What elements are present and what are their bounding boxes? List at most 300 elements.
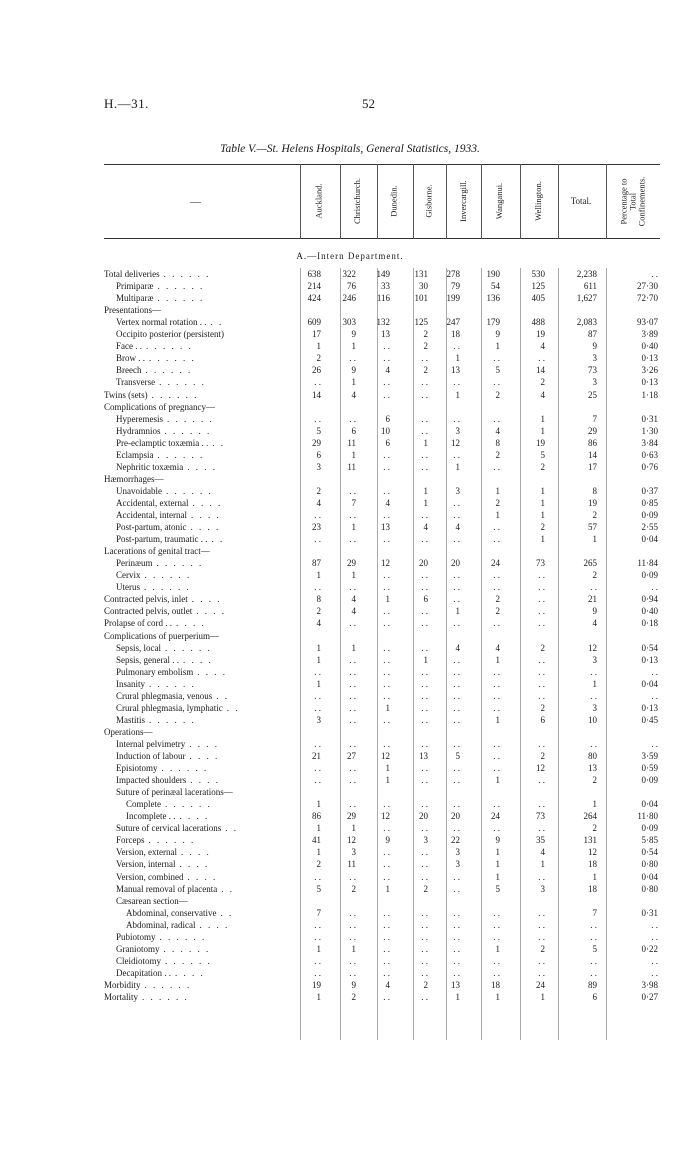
row-label-text: Complete (126, 799, 161, 810)
row-label-text: Suture of cervical lacerations (116, 823, 222, 834)
table-cell: 12 (588, 642, 597, 653)
table-cell: 8 (592, 485, 597, 496)
table-cell: 5 (495, 883, 500, 894)
table-cell: 1,627 (576, 293, 597, 304)
row-label-text: Hyperemesis (116, 413, 163, 424)
table-cell: 2 (495, 594, 500, 605)
row-label-text: Vertex normal rotation . . (116, 317, 207, 328)
row-label-text: Complications of pregnancy— (104, 401, 215, 412)
row-label (116, 317, 223, 328)
row-label-text: Manual removal of placenta (116, 883, 218, 894)
table-cell: 265 (583, 558, 597, 569)
table-cell: 1 (316, 570, 321, 581)
column-header-1 (340, 166, 375, 236)
table-cell: . . (421, 931, 428, 942)
table-cell: 1 (495, 992, 500, 1002)
row-label-text: Morbidity (104, 979, 141, 990)
table-cell: . . (349, 967, 356, 978)
table-cell: 2 (316, 606, 321, 617)
row-label-text: Post-partum, traumatic . . (116, 534, 208, 545)
table-cell: 87 (312, 558, 321, 569)
table-cell: 1 (351, 522, 356, 533)
table-cell: 54 (491, 281, 500, 292)
table-cell: 322 (342, 269, 356, 279)
table-cell: . . (383, 534, 390, 545)
table-cell: 1 (455, 389, 460, 400)
table-cell: 2 (592, 823, 597, 834)
row-leader-dots: . . . . (179, 859, 210, 870)
table-cell: 0·09 (641, 775, 658, 786)
row-label-text: Cervix (116, 570, 141, 581)
table-cell: . . (383, 823, 390, 834)
table-top-rule (104, 164, 660, 165)
table-cell: 24 (536, 979, 545, 990)
table-cell: 530 (531, 269, 545, 279)
row-label-text: Presentations— (104, 305, 161, 316)
table-cell: 1 (592, 534, 597, 545)
table-cell: 1 (316, 943, 321, 954)
row-leader-dots: . . . . . . (164, 425, 212, 436)
table-header-rule (104, 238, 660, 239)
table-cell: 0·13 (641, 353, 658, 364)
row-label (126, 908, 233, 919)
table-cell: 18 (588, 859, 597, 870)
row-label (104, 390, 198, 401)
row-leader-dots: . . . . . . (149, 678, 196, 689)
table-cell: . . (590, 931, 597, 942)
table-row (0, 377, 700, 388)
row-leader-dots: . . . . . . (167, 413, 214, 424)
table-cell: 18 (451, 329, 460, 340)
table-cell: . . (349, 690, 356, 701)
row-label (116, 715, 196, 726)
table-row (0, 293, 700, 304)
table-title (0, 143, 700, 155)
table-row (0, 510, 700, 521)
table-cell: 190 (486, 269, 500, 279)
table-cell: 247 (446, 317, 460, 328)
row-label (116, 968, 205, 979)
row-label-text: Version, combined (116, 871, 184, 882)
table-cell: . . (383, 847, 390, 858)
table-cell: 1 (540, 510, 545, 520)
table-cell: . . (590, 955, 597, 966)
table-cell: 1 (316, 847, 321, 858)
row-label (116, 414, 214, 425)
table-cell: . . (421, 377, 428, 388)
table-cell: 2,083 (576, 317, 597, 328)
table-cell: 0·13 (641, 654, 658, 665)
table-cell: . . (349, 775, 356, 786)
table-cell: 1 (540, 534, 545, 545)
table-cell: 3 (316, 461, 321, 472)
column-header-6 (520, 166, 556, 236)
stub-head: — (190, 196, 201, 208)
page-number: 52 (362, 96, 375, 111)
row-label (116, 884, 234, 895)
table-cell: 1 (592, 799, 597, 810)
table-cell: 0·22 (641, 943, 658, 954)
table-cell: . . (538, 353, 545, 364)
table-cell: . . (314, 510, 321, 520)
table-cell: 199 (446, 293, 460, 304)
table-cell: 0·76 (641, 461, 658, 472)
table-cell: 25 (588, 389, 597, 400)
table-cell: . . (383, 992, 390, 1002)
table-cell: . . (349, 654, 356, 665)
table-cell: 3 (455, 859, 460, 870)
table-cell: 19 (312, 979, 321, 990)
table-cell: 1 (540, 485, 545, 496)
table-cell: . . (383, 570, 390, 581)
table-cell: . . (453, 883, 460, 894)
table-cell: 21 (588, 594, 597, 605)
column-rule (520, 164, 521, 239)
table-cell: 87 (588, 329, 597, 340)
table-cell: 5 (316, 425, 321, 436)
table-cell: 0·40 (641, 606, 658, 617)
table-row (0, 631, 700, 642)
table-cell: . . (421, 992, 428, 1002)
column-header-label: Wellington. (533, 181, 543, 221)
table-cell: 264 (583, 811, 597, 822)
table-cell: 0·54 (641, 642, 658, 653)
table-cell: 1 (495, 485, 500, 496)
table-cell: . . (421, 823, 428, 834)
table-cell: 6 (540, 714, 545, 725)
row-label (116, 655, 213, 666)
row-leader-dots: . . . . (190, 510, 221, 520)
row-label (116, 859, 209, 870)
table-cell: . . (538, 931, 545, 942)
table-cell: 246 (342, 293, 356, 304)
row-label-text: Abdominal, conservative (126, 907, 217, 918)
table-cell: . . (538, 907, 545, 918)
row-label (104, 618, 206, 629)
table-cell: 11·80 (637, 811, 658, 822)
table-cell: . . (349, 799, 356, 810)
row-label-text: Pre-eclamptic toxæmia . . (116, 437, 209, 448)
table-cell: 13 (419, 751, 428, 761)
row-label (116, 751, 219, 762)
table-cell: 1 (316, 992, 321, 1002)
row-leader-dots: . . . . . . (157, 293, 205, 304)
table-cell: 6 (592, 992, 597, 1002)
row-leader-dots: . . . . (174, 967, 205, 978)
table-cell: . . (349, 413, 356, 424)
table-cell: . . (383, 654, 390, 665)
table-cell: 4 (495, 642, 500, 653)
row-leader-dots: . . . . (187, 871, 218, 882)
row-leader-dots: . . . . . . (157, 449, 205, 460)
row-label (116, 281, 204, 292)
column-header-label: Christchurch. (352, 177, 363, 225)
table-cell: 0·80 (641, 859, 658, 870)
table-cell: 3 (455, 425, 460, 436)
table-cell: 1 (316, 642, 321, 653)
table-cell: 3 (592, 353, 597, 364)
row-label (116, 823, 238, 834)
table-row (0, 655, 700, 666)
table-row (0, 751, 700, 762)
table-row (0, 872, 700, 883)
column-rule (481, 164, 482, 239)
table-cell: . . (493, 666, 500, 677)
row-leader-dots: . . . . (189, 751, 220, 761)
table-cell: 1 (455, 606, 460, 617)
table-cell: 3·98 (641, 979, 658, 990)
table-cell: 0·85 (641, 497, 658, 508)
row-label (104, 992, 189, 1003)
row-label-text: Perinæum (116, 558, 153, 569)
table-cell: . . (421, 738, 428, 749)
table-cell: 11 (347, 437, 356, 448)
row-leader-dots: . . . . (180, 847, 211, 858)
table-cell: 4 (540, 389, 545, 400)
table-cell: 1 (495, 859, 500, 870)
table-cell: 12 (588, 847, 597, 858)
table-cell: 9 (351, 365, 356, 376)
table-cell: 2 (423, 979, 428, 990)
table-cell: 29 (347, 558, 356, 569)
table-cell: 9 (351, 979, 356, 990)
table-cell: . . (421, 570, 428, 581)
row-leader-dots: . . . . . . (148, 835, 196, 846)
table-cell: . . (453, 618, 460, 629)
table-cell: 86 (588, 437, 597, 448)
table-cell: . . (538, 871, 545, 882)
table-cell: 3 (423, 835, 428, 846)
table-cell: 24 (491, 811, 500, 822)
table-cell: 1 (316, 341, 321, 352)
table-cell: . . (383, 799, 390, 810)
table-cell: 73 (536, 558, 545, 569)
table-cell: 4 (540, 341, 545, 352)
table-cell: . . (453, 775, 460, 786)
table-cell: . . (493, 919, 500, 930)
table-cell: 10 (381, 425, 390, 436)
row-label (116, 558, 203, 569)
table-cell: . . (383, 377, 390, 388)
table-cell: 1 (423, 497, 428, 508)
table-cell: . . (538, 690, 545, 701)
table-row (0, 715, 700, 726)
table-cell: . . (421, 642, 428, 653)
row-label-text: Twins (sets) (104, 389, 148, 400)
table-cell: 6 (316, 449, 321, 460)
table-cell: . . (538, 738, 545, 749)
table-cell: 18 (491, 979, 500, 990)
table-cell: . . (538, 823, 545, 834)
table-row (0, 618, 700, 629)
table-cell: 1 (351, 943, 356, 954)
table-cell: 20 (451, 558, 460, 569)
table-cell: . . (383, 859, 390, 870)
table-row (0, 365, 700, 376)
table-cell: . . (349, 485, 356, 496)
table-cell: 9 (385, 835, 390, 846)
table-cell: . . (349, 582, 356, 593)
table-cell: 12 (381, 811, 390, 822)
table-cell: . . (538, 678, 545, 689)
table-cell: 4 (495, 425, 500, 436)
table-cell: 1 (495, 341, 500, 352)
table-cell: . . (421, 871, 428, 882)
table-cell: 2 (592, 775, 597, 786)
table-cell: . . (421, 919, 428, 930)
table-cell: 9 (351, 329, 356, 340)
table-cell: 1 (540, 413, 545, 424)
table-cell: 101 (414, 293, 428, 304)
table-row (0, 558, 700, 569)
table-title-label: Table V. (220, 143, 257, 155)
table-cell: 20 (419, 558, 428, 569)
table-cell: 89 (588, 979, 597, 990)
table-cell: 0·45 (641, 714, 658, 725)
table-cell: . . (421, 955, 428, 966)
table-cell: 1·18 (641, 389, 658, 400)
table-cell: 1 (455, 992, 460, 1002)
table-row (0, 884, 700, 895)
table-cell: 2 (316, 485, 321, 496)
table-cell: 27·30 (637, 281, 658, 292)
table-cell: 1 (455, 461, 460, 472)
table-cell: 2 (316, 859, 321, 870)
table-cell: 4 (351, 594, 356, 605)
table-cell: 9 (495, 835, 500, 846)
table-cell: . . (421, 763, 428, 774)
row-label (116, 377, 206, 388)
table-cell: . . (538, 919, 545, 930)
table-cell: . . (493, 690, 500, 701)
table-cell: 0·04 (641, 678, 658, 689)
table-cell: . . (493, 907, 500, 918)
row-label (116, 847, 211, 858)
row-leader-dots: . . (221, 883, 234, 894)
table-cell: . . (493, 582, 500, 593)
table-cell: 30 (419, 281, 428, 292)
table-cell: . . (538, 775, 545, 786)
table-cell: 5 (495, 365, 500, 376)
table-cell: 7 (316, 907, 321, 918)
row-label-text: Lacerations of genital tract— (104, 546, 210, 557)
table-cell: . . (349, 955, 356, 966)
table-cell: 9 (592, 606, 597, 617)
table-cell: . . (421, 678, 428, 689)
table-cell: 1 (495, 847, 500, 858)
table-cell: . . (590, 919, 597, 930)
row-label-text: Operations— (104, 726, 153, 737)
row-label (116, 534, 224, 545)
row-leader-dots: . . . . . . (146, 341, 193, 352)
table-cell: 1 (351, 449, 356, 460)
table-row (0, 498, 700, 509)
table-cell: 214 (307, 281, 321, 292)
table-cell: . . (651, 666, 658, 677)
table-cell: 1 (316, 678, 321, 689)
table-cell: . . (453, 666, 460, 677)
row-leader-dots: . . (210, 317, 224, 328)
row-leader-dots: . . . . (191, 594, 222, 605)
table-cell: 4 (423, 522, 428, 533)
page-header-series: H.—31. (104, 96, 149, 111)
table-cell: 1 (540, 425, 545, 436)
table-cell: . . (493, 702, 500, 713)
row-label (116, 643, 212, 654)
table-cell: . . (421, 799, 428, 810)
table-cell: 1 (351, 570, 356, 581)
table-cell: 4 (351, 389, 356, 400)
table-cell: . . (493, 570, 500, 581)
table-cell: 35 (536, 835, 545, 846)
table-cell: . . (349, 931, 356, 942)
table-cell: 0·04 (641, 534, 658, 545)
table-cell: . . (349, 534, 356, 545)
table-cell: . . (383, 690, 390, 701)
table-cell: . . (453, 413, 460, 424)
table-cell: 0·13 (641, 377, 658, 388)
table-cell: 125 (531, 281, 545, 292)
table-cell: . . (538, 606, 545, 617)
row-leader-dots: . . . . . . (163, 269, 211, 279)
table-row (0, 414, 700, 425)
table-cell: . . (493, 618, 500, 629)
table-row (0, 727, 700, 738)
table-cell: . . (493, 413, 500, 424)
table-row (0, 534, 700, 545)
row-label (116, 872, 217, 883)
row-label-text: Pubiotomy (116, 931, 156, 942)
row-label (104, 402, 215, 413)
table-cell: . . (453, 714, 460, 725)
table-cell: . . (383, 714, 390, 725)
table-cell: . . (651, 931, 658, 942)
table-cell: 8 (495, 437, 500, 448)
table-cell: 12 (451, 437, 460, 448)
row-label-text: Breech (116, 365, 142, 376)
column-header-label: Invercargill. (457, 180, 468, 222)
table-cell: . . (493, 377, 500, 388)
table-cell: . . (453, 534, 460, 545)
table-cell: 6 (423, 594, 428, 605)
table-cell: . . (453, 931, 460, 942)
row-leader-dots: . . . . (175, 618, 206, 629)
table-cell: . . (314, 955, 321, 966)
table-cell: 2 (495, 449, 500, 460)
table-cell: 5 (592, 943, 597, 954)
table-cell: 13 (451, 979, 460, 990)
row-label-text: Impacted shoulders (116, 775, 187, 786)
row-leader-dots: . . . . . . (151, 389, 199, 400)
table-row (0, 980, 700, 991)
table-cell: 0·40 (641, 341, 658, 352)
table-row (0, 775, 700, 786)
table-row (0, 703, 700, 714)
table-cell: . . (453, 654, 460, 665)
row-label (116, 486, 213, 497)
table-cell: 13 (451, 365, 460, 376)
column-header-4 (446, 166, 479, 236)
table-row (0, 462, 700, 473)
table-cell: . . (349, 666, 356, 677)
row-leader-dots: . . . . (179, 811, 210, 822)
table-cell: . . (383, 919, 390, 930)
table-cell: 1 (423, 437, 428, 448)
table-cell: 7 (592, 413, 597, 424)
row-label (116, 667, 227, 678)
table-cell: . . (383, 618, 390, 629)
table-cell: . . (538, 654, 545, 665)
